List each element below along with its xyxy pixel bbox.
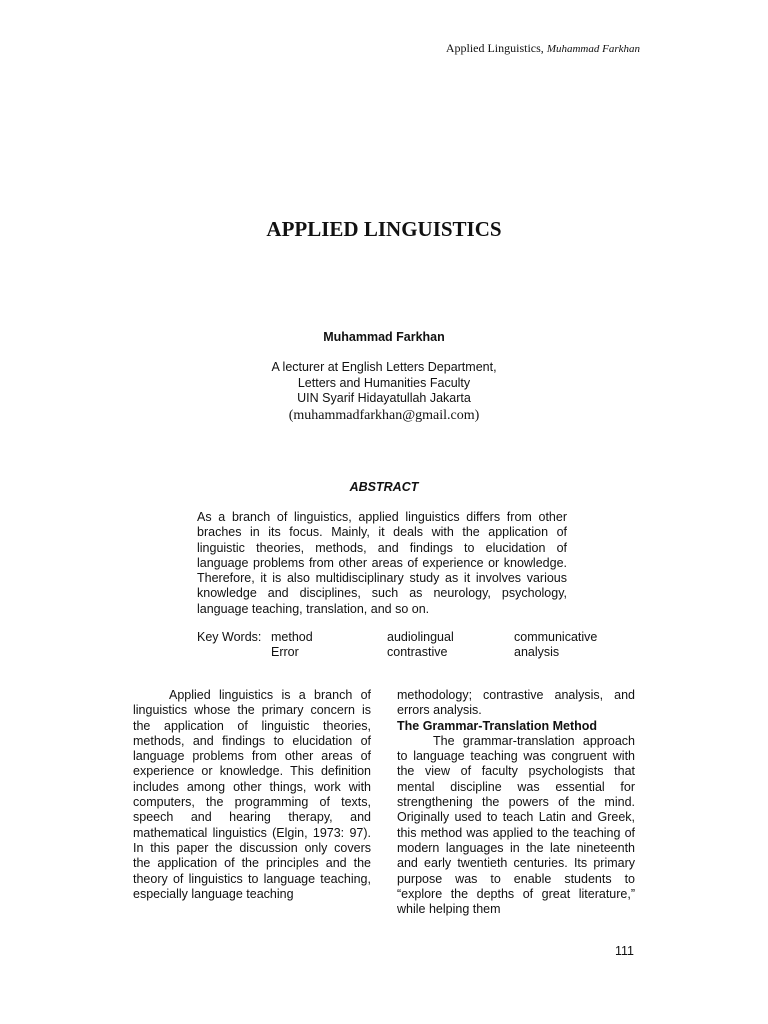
- keyword: analysis: [514, 645, 560, 659]
- affiliation-line: Letters and Humanities Faculty: [297, 375, 471, 390]
- affiliation-line: UIN Syarif Hidayatullah Jakarta: [297, 391, 471, 405]
- keyword: Error: [271, 645, 299, 659]
- keyword: audiolingual: [387, 630, 454, 644]
- body-right-column: [397, 688, 635, 917]
- keyword: communicative: [514, 630, 598, 644]
- keywords-row: [197, 645, 617, 661]
- section-heading: The Grammar-Translation Method: [397, 718, 598, 733]
- author-email: (muhammadfarkhan@gmail.com): [288, 407, 480, 423]
- body-left-column: [133, 688, 371, 902]
- page-number: 111: [614, 944, 634, 958]
- keywords-row: [197, 630, 617, 646]
- body-paragraph: The grammar-translation approach to language teaching was congruent with the view of faculty psychologists that mental discipline was essential for strengthening the powers of the mind. Originally used to teach Latin and Greek, this method was applied to the teaching of modern languages in the late nineteenth and early twentieth centuries. Its primary purpose was to enable students to “explore the depths of great literature,” while helping them: [397, 733, 635, 917]
- author-affiliation: [0, 360, 768, 425]
- abstract-text: As a branch of linguistics, applied linguistics differs from other braches in its focus. Mainly, it deals with the application of linguistic theories, methods, and findings to elucidation of language problems from other areas of experience or knowledge. Therefore, it is also multidisciplinary study as it involves various knowledge and disciplines, such as neurology, psychology, language teaching, translation, and so on.: [197, 510, 567, 616]
- keyword: contrastive: [387, 645, 448, 659]
- running-head-title: Applied Linguistics,: [445, 41, 544, 55]
- abstract-heading: ABSTRACT: [349, 480, 419, 494]
- affiliation-line: A lecturer at English Letters Department,: [271, 360, 497, 374]
- author-name: Muhammad Farkhan: [323, 330, 445, 344]
- body-paragraph: methodology; contrastive analysis, and errors analysis.: [397, 688, 635, 718]
- running-head-author: Muhammad Farkhan: [546, 43, 640, 55]
- running-head: [446, 41, 640, 56]
- body-paragraph: Applied linguistics is a branch of linguistics whose the primary concern is the application of linguistic theories, methods, and findings to elucidation of language problems from other areas of experience or knowledge. This definition includes among other things, work with computers, the programming of texts, speech and hearing therapy, and mathematical linguistics (Elgin, 1973: 97). In this paper the discussion only covers the application of the principles and the theory of linguistics to language teaching, especially language teaching: [133, 688, 371, 901]
- keyword: method: [271, 630, 313, 644]
- paper-title: APPLIED LINGUISTICS: [266, 217, 502, 241]
- keywords-label: Key Words:: [197, 630, 262, 644]
